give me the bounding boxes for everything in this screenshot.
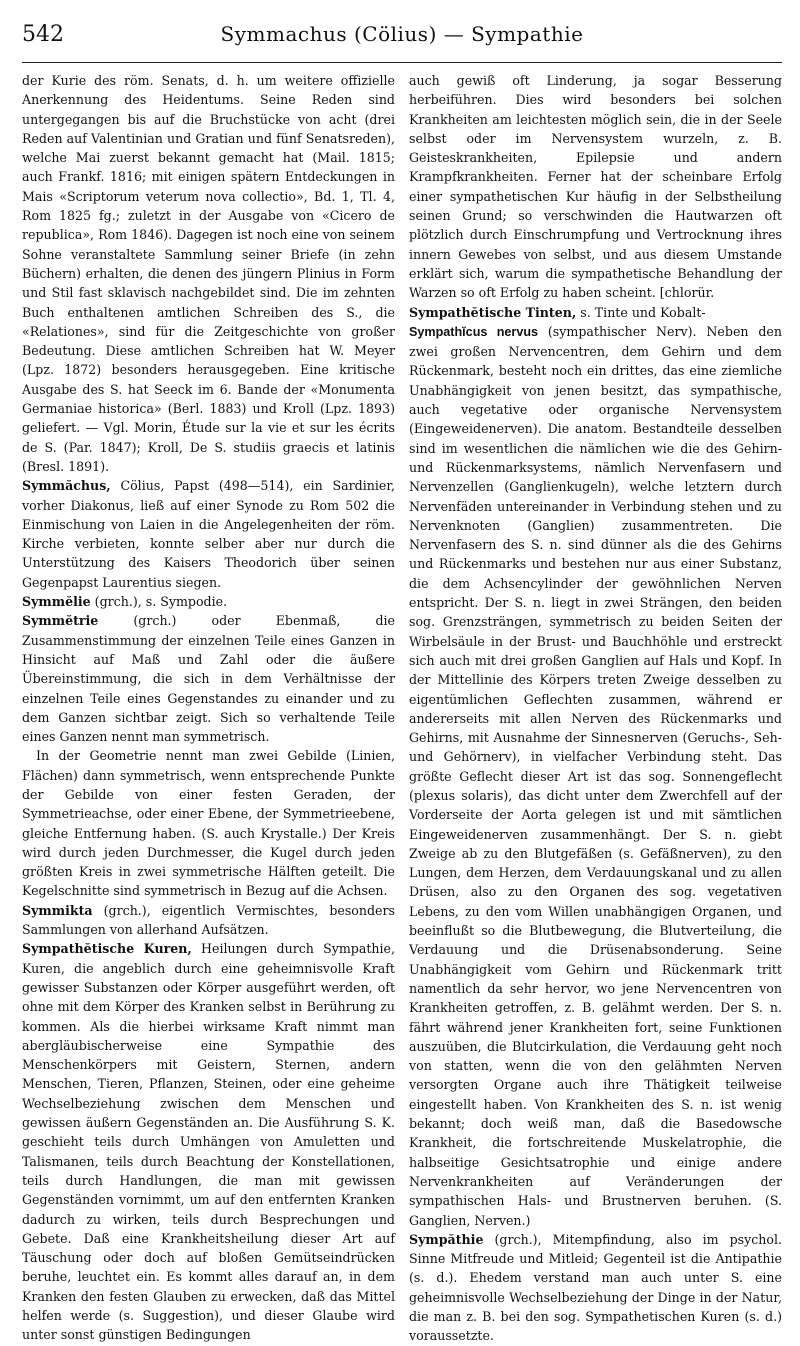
running-head: Symmachus (Cölius) — Sympathie <box>220 22 584 46</box>
entry-text: (grch.), s. Sympodie. <box>90 594 228 610</box>
entry-text: s. Tinte und Kobalt- <box>576 304 706 320</box>
entry-sympathetische-kuren <box>22 939 395 1344</box>
entry-text: Heilungen durch Sympathie, Kuren, die angeblich durch eine geheimnisvolle Kraft gewisser Substanzen oder Körper ausgeführt werden, oft ohne mit dem Körper des Kranken selbst in Berührung zu kommen. Als die hierbei wirksame Kraft nimmt man abergläubischerweise eine Sympathie des Menschenkörpers mit Geistern, Sternen, andern Menschen, Tieren, Pflanzen, Steinen, oder eine geheime Wechselbeziehung zwischen dem Menschen und gewissen äußern Gegenständen an. Die Ausführung S. K. geschieht teils durch Umhängen von Amuletten und Talismanen, teils durch Beachtung der Konstellationen, teils durch Handlungen, die man mit gewissen Gegenständen vornimmt, um auf den entfernten Kranken dadurch zu wirken, teils durch Besprechungen und Gebete. Daß eine Krankheitsheilung dieser Art auf Täuschung oder doch auf bloßen Gemütseindrücken beruhe, leuchtet ein. Es kommt alles darauf an, in dem Kranken den festen Glauben zu erwecken, daß das Mittel helfen werde (s. Suggestion), und dieser Glaube wird unter sonst günstigen Bedingungen <box>22 941 395 1343</box>
entry-text: (grch.), eigentlich Vermischtes, besonders Sammlungen von allerhand Aufsätzen. <box>22 902 395 938</box>
entry-sympathetische-tinten <box>409 303 782 322</box>
headword: Symmăchus, <box>22 478 111 494</box>
entry-symmikta <box>22 901 395 940</box>
entry-text: (sympathischer Nerv). Neben den zwei großen Nervencentren, dem Gehirn und dem Rückenmark, besteht noch ein drittes, das eine ziemliche Unabhängigkeit von jenen besitzt, das sympathische, auch vegetative oder organische Nervensystem (Eingeweidenerven). Die anatom. Bestandteile desselben sind im wesentlichen die nämlichen wie die des Gehirn- und Rückenmarksystems, nämlich Nervenfasern und Nervenzellen (Ganglienkugeln), welche letztern durch Nervenfäden untereinander in Verbindung stehen und zu Nervenknoten (Ganglien) zusammentreten. Die Nervenfasern des S. n. sind dünner als die des Gehirns und Rückenmarks und bestehen nur aus einer Substanz, die dem Achsencylinder der gewöhnlichen Nerven entspricht. Der S. n. liegt in zwei Strängen, den beiden sog. Grenzsträngen, symmetrisch zu beiden Seiten der Wirbelsäule in der Brust- und Bauchhöhle und erstreckt sich auch mit drei großen Ganglien auf Hals und Kopf. In der Mittellinie des Körpers treten Zweige desselben zu eigentümlichen Geflechten zusammen, während er andererseits mit allen Nerven des Rückenmarks und Gehirns, mit Ausnahme der Sinnesnerven (Geruchs-, Seh- und Gehörnerv), in vielfacher Verbindung steht. Das größte Geflecht dieser Art ist das sog. Sonnengeflecht (plexus solaris), das dicht unter dem Zwerchfell auf der Vorderseite der Aorta gelegen ist und mit sämtlichen Eingeweidenerven zusammenhängt. Der S. n. giebt Zweige ab zu den Blutgefäßen (s. Gefäßnerven), zu den Lungen, dem Herzen, dem Verdauungskanal und zu allen Drüsen, also zu den Organen des sog. vegetativen Lebens, zu den vom Willen unabhängigen Organen, und beeinflußt so die Blutbewegung, die Blutverteilung, die Verdauung und die Drüsenabsonderung. Seine Unabhängigkeit vom Gehirn und Rückenmark tritt namentlich da sehr hervor, wo jene Nervencentren von Krankheiten getroffen, z. B. gelähmt werden. Der S. n. fährt während jener Krankheiten fort, seine Funktionen auszuüben, die Blutcirkulation, die Verdauung geht noch von statten, wenn die von den gelähmten Nerven versorgten Organe auch ihre Thätigkeit teilweise eingestellt haben. Von Krankheiten des S. n. ist wenig bekannt; doch weiß man, daß die Basedowsche Krankheit, die fortschreitende Muskelatrophie, die halbseitige Gesichtsatrophie und einige andere Nervenkrankheiten auf Veränderungen der sympathischen Hals- und Brustnerven beruhen. (S. Ganglien, Nerven.) <box>409 323 782 1228</box>
entry-symmachus <box>22 476 395 592</box>
headword: Symmĕtrie <box>22 613 99 629</box>
entry-text: (grch.) oder Ebenmaß, die Zusammenstimmung der einzelnen Teile eines Ganzen in Hinsicht auf Maß und Zahl oder die äußere Übereinstimmung, die sich in dem Verhältnisse der einzelnen Teile eines Gegenstandes zu einander und zu dem Ganzen sichtbar zeigt. Sich so verhaltende Teile eines Ganzen nennt man symmetrisch. <box>22 613 395 745</box>
entry-sympathicus-nervus <box>409 322 782 1230</box>
entry-symmetrie <box>22 611 395 746</box>
text-columns <box>22 71 782 1346</box>
headword: Sympathĕtische Kuren, <box>22 941 192 957</box>
headword: Symmĕlie <box>22 594 91 610</box>
headword: Sympathĕtische Tinten, <box>409 304 577 320</box>
headword: Symmikta <box>22 902 93 918</box>
headword: Sympăthie <box>409 1231 484 1247</box>
right-column <box>409 71 782 1346</box>
entry-continuation: der Kurie des röm. Senats, d. h. um weitere offizielle Anerkennung des Heidentums. Seine Reden sind untergegangen bis auf die Bruchstücke von acht (drei Reden auf Valentinian und Gratian und fünf Senatsreden), welche Mai zuerst bekannt gemacht hat (Mail. 1815; auch Frankf. 1816; mit einigen spätern Entdeckungen in Mais «Scriptorum veterum nova collectio», Bd. 1, Tl. 4, Rom 1825 fg.; zuletzt in der Ausgabe von «Cicero de republica», Rom 1846). Dagegen ist noch eine von seinem Sohne veranstaltete Sammlung seiner Briefe (in zehn Büchern) erhalten, die denen des jüngern Plinius in Form und Stil fast sklavisch nachgebildet sind. Die im zehnten Buch enthaltenen amtlichen Schreiben des S., die «Relationes», sind für die Zeitgeschichte von großer Bedeutung. Diese amtlichen Schreiben hat W. Meyer (Lpz. 1872) besonders herausgegeben. Eine kritische Ausgabe des S. hat Seeck im 6. Bande der «Monumenta Germaniae historica» (Berl. 1883) und Kroll (Lpz. 1893) geliefert. — Vgl. Morin, Étude sur la vie et sur les écrits de S. (Par. 1847); Kroll, De S. studiis graecis et latinis (Bresl. 1891). <box>22 73 395 474</box>
entry-text: Cölius, Papst (498—514), ein Sardinier, vorher Diakonus, ließ auf einer Synode zu Rom 502 die Einmischung von Laien in die Angelegenheiten der röm. Kirche verbieten, konnte selber aber nur durch die Unterstützung des Kaisers Theodorich über seinen Gegenpapst Laurentius siegen. <box>22 478 395 590</box>
page-header <box>22 22 782 63</box>
headword: Sympathĭcus nervus <box>409 324 539 339</box>
left-column <box>22 71 395 1346</box>
entry-text: (grch.), Mitempfindung, also im psychol. Sinne Mitfreude und Mitleid; Gegenteil ist die Antipathie (s. d.). Ehedem verstand man auch unter S. eine geheimnisvolle Wechselbeziehung der Dinge in der Natur, die man z. B. bei den sog. Sympathetischen Kuren (s. d.) voraussetzte. <box>409 1231 782 1344</box>
entry-symmelie <box>22 592 395 611</box>
entry-symmetrie-geometrie: In der Geometrie nennt man zwei Gebilde (Linien, Flächen) dann symmetrisch, wenn entsprechende Punkte der Gebilde von einer festen Geraden, der Symmetrieachse, oder einer Ebene, der Symmetrieebene, gleiche Entfernung haben. (S. auch Krystalle.) Der Kreis wird durch jeden Durchmesser, die Kugel durch jeden größten Kreis in zwei symmetrische Hälften geteilt. Die Kegelschnitte sind symmetrisch in Bezug auf die Achsen. <box>22 748 395 899</box>
page-number: 542 <box>22 22 64 47</box>
entry-sympathie <box>409 1230 782 1346</box>
entry-continuation: auch gewiß oft Linderung, ja sogar Besserung herbeiführen. Dies wird besonders bei solchen Krankheiten am leichtesten möglich sein, die in der Seele selbst oder im Nervensystem wurzeln, z. B. Geisteskrankheiten, Epilepsie und andern Krampfkrankheiten. Ferner hat der scheinbare Erfolg einer sympathetischen Kur häufig in der Selbstheilung seinen Grund; so verschwinden die Hautwarzen oft plötzlich durch Einschrumpfung und Vertrocknung ihres innern Gewebes von selbst, und aus diesem Umstande erklärt sich, warum die sympathetische Behandlung der Warzen so oft Erfolg zu haben scheint. [chlorür. <box>409 73 782 301</box>
